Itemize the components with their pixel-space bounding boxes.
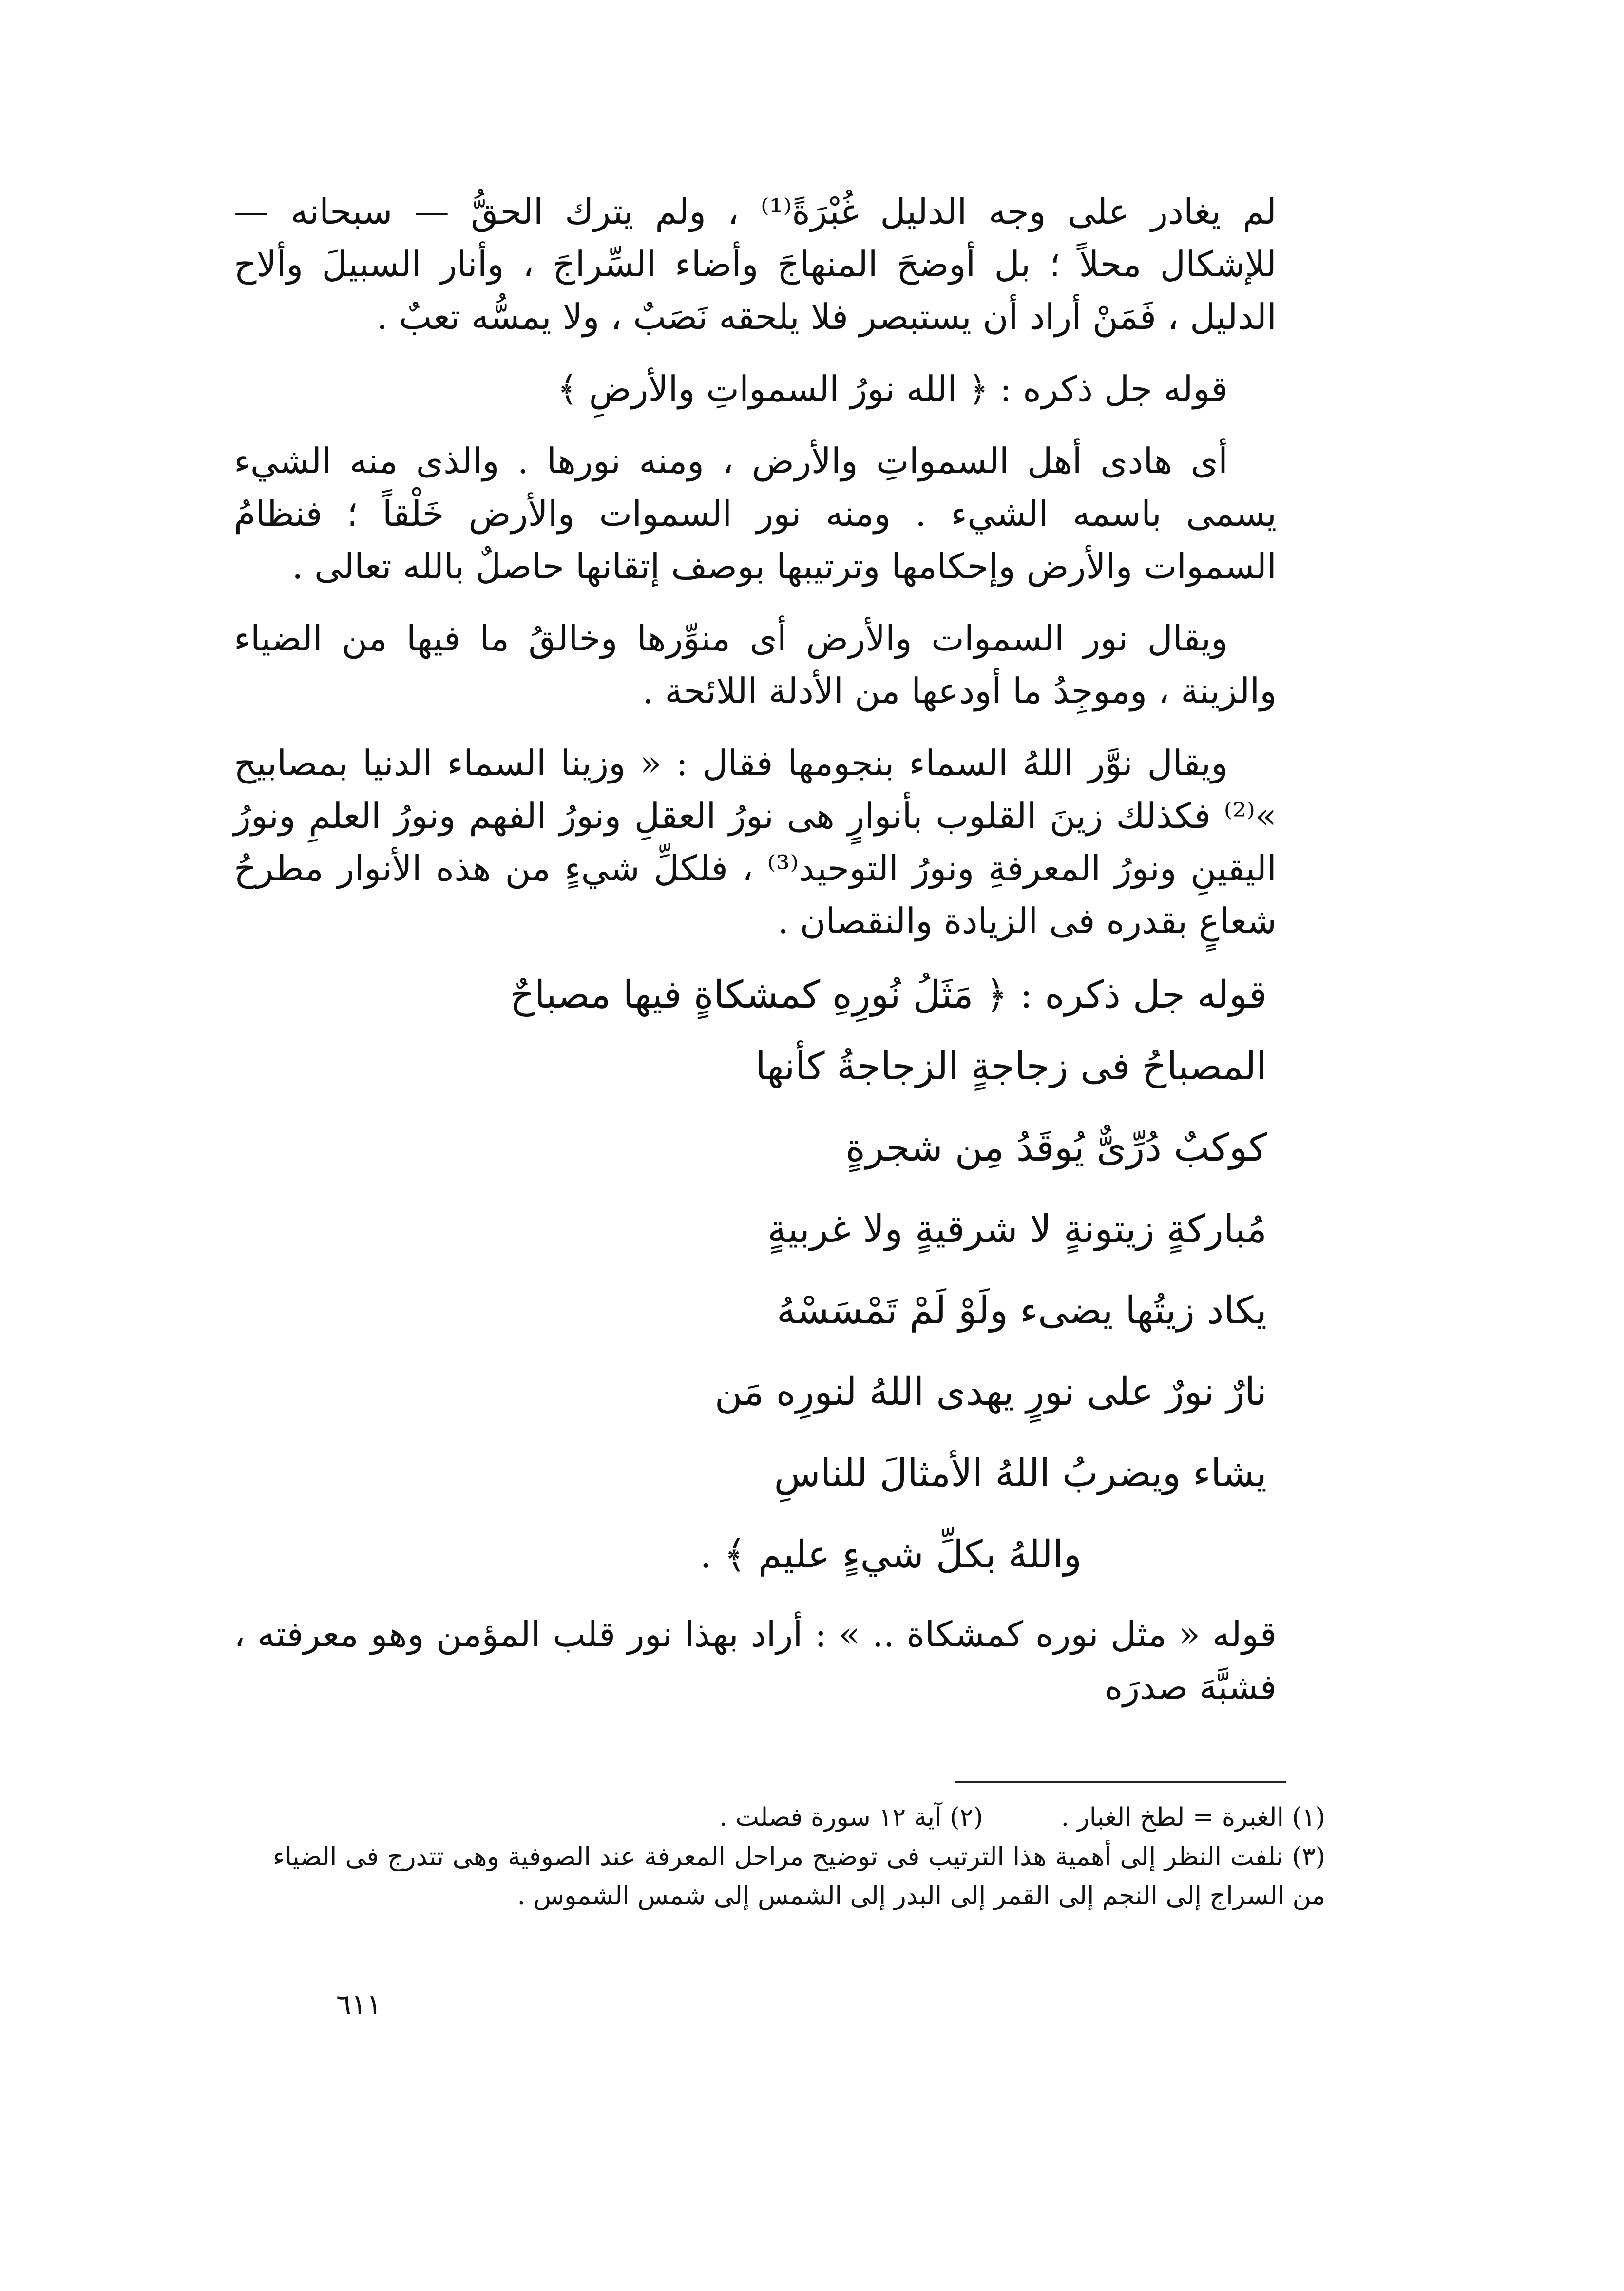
verse-heading: قوله جل ذكره : ﴿ الله نورُ السمواتِ والأرضِ ﴾ <box>557 368 1228 409</box>
verse-line: واللهُ بكلِّ شيءٍ عليم ﴾ . <box>700 1533 1082 1577</box>
paragraph: ويقال نوَّر اللهُ السماء بنجومها فقال : « وزينا السماء الدنيا بمصابيح »⁽²⁾ فكذلك زينَ القلوب بأنوارٍ هى نورُ العقلِ ونورُ الفهم ونورُ العلمِ ونورُ اليقينِ ونورُ المعرفةِ ونورُ التوحيد⁽³⁾ ، فلكلِّ شيءٍ من هذه الأنوار مطرحُ شعاعٍ بقدره فى الزيادة والنقصان . <box>234 743 1277 941</box>
paragraph: أى هادى أهل السمواتِ والأرض ، ومنه نورها . والذى منه الشيء يسمى باسمه الشيء . ومنه نور السموات والأرض خَلْقاً ؛ فنظامُ السموات والأرض وإحكامها وترتيبها بوصف إتقانها حاصلٌ بالله تعالى . <box>234 440 1277 587</box>
footnote-row <box>273 1798 1325 1837</box>
main-text <box>234 185 1277 1733</box>
footnote: (١) الغبرة = لطخ الغبار . <box>1061 1803 1325 1832</box>
paragraph: ويقال نور السموات والأرض أى منوِّرها وخالقُ ما فيها من الضياء والزينة ، وموجِدُ ما أودعها من الأدلة اللائحة . <box>234 618 1277 711</box>
verse-line: المصباحُ فى زجاجةٍ الزجاجةُ كأنها <box>755 1045 1267 1088</box>
paragraph: قوله « مثل نوره كمشكاة .. » : أراد بهذا نور قلب المؤمن وهو معرفته ، فشبَّهَ صدرَه <box>234 1614 1277 1707</box>
footnote: (٢) آية ١٢ سورة فصلت . <box>719 1803 983 1832</box>
verse-line: قوله جل ذكره : ﴿ مَثَلُ نُورِهِ كمشكاةٍ فيها مصباحٌ <box>510 973 1267 1017</box>
verse-line: كوكبٌ دُرِّىٌّ يُوقَدُ مِن شجرةٍ <box>845 1126 1267 1170</box>
verse-line: يشاء ويضربُ اللهُ الأمثالَ للناسِ <box>774 1451 1267 1495</box>
footnotes <box>273 1798 1325 1916</box>
verse-line: مُباركةٍ زيتونةٍ لا شرقيةٍ ولا غربيةٍ <box>767 1207 1267 1251</box>
footnote: (٣) نلفت النظر إلى أهمية هذا الترتيب فى توضيح مراحل المعرفة عند الصوفية وهى تتدرج فى الضياء من السراج إلى النجم إلى القمر إلى البدر إلى الشمس إلى شمس الشموس . <box>273 1842 1325 1911</box>
verse-line: يكاد زيتُها يضىء ولَوْ لَمْ تَمْسَسْهُ <box>776 1289 1267 1333</box>
paragraph: لم يغادر على وجه الدليل غُبْرَةً⁽¹⁾ ، ولم يترك الحقُّ — سبحانه — للإشكال محلاً ؛ بل أوضحَ المنهاجَ وأضاء السِّراجَ ، وأنار السبيلَ وألاح الدليل ، فَمَنْ أراد أن يستبصر فلا يلحقه نَصَبٌ ، ولا يمسُّه تعبٌ . <box>234 191 1277 337</box>
footnote-divider <box>955 1781 1286 1783</box>
verse-block <box>234 967 1277 1584</box>
verse-line: نارٌ نورٌ على نورٍ يهدى اللهُ لنورِه مَن <box>714 1370 1267 1414</box>
page-number: ٦١١ <box>336 1988 382 2021</box>
